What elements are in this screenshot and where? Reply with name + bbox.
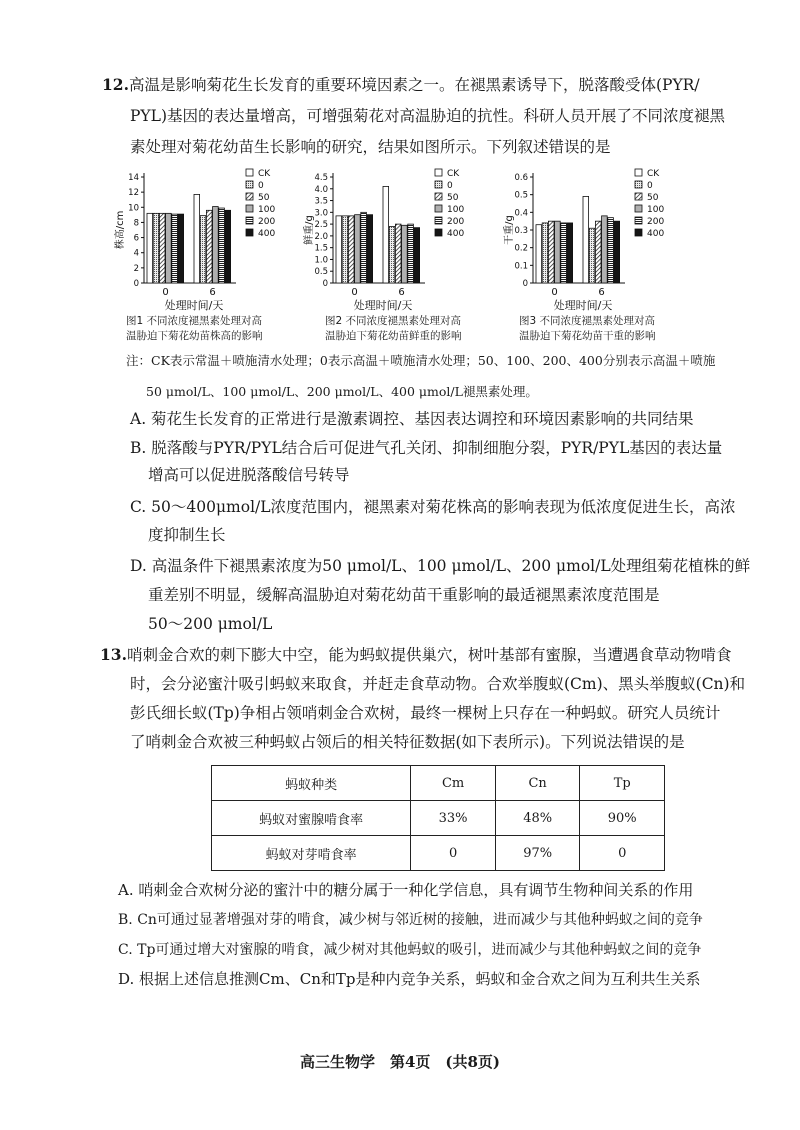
q12-option-d-2: 重差别不明显，缓解高温胁迫对菊花幼苗干重影响的最适褪黑素浓度范围是 — [148, 586, 660, 604]
chart3-caption: 图3 不同浓度褪黑素处理对高 温胁迫下菊花幼苗干重的影响 — [519, 315, 656, 342]
legend-swatch — [635, 205, 642, 212]
page-footer: 高三生物学 第4页 (共8页) — [299, 1053, 501, 1071]
y-tick-label: 1.0 — [314, 255, 328, 266]
table-row — [212, 801, 665, 836]
q13-option-b: B. Cn可通过显著增强对芽的啃食，减少树与邻近树的接触，进而减少与其他种蚂蚁之间的竞争 — [118, 912, 703, 928]
table-cell: 48% — [495, 801, 580, 836]
q12-option-b-2: 增高可以促进脱落酸信号转导 — [148, 466, 350, 484]
legend-label: CK — [258, 169, 271, 179]
bar-100 — [213, 207, 219, 283]
q13-line-1: 13.哨刺金合欢的刺下膨大中空，能为蚂蚁提供巢穴，树叶基部有蜜腺，当遭遇食草动物啃食 — [100, 645, 732, 664]
q12-option-d-1: D. 高温条件下褪黑素浓度为50 μmol/L、100 μmol/L、200 μmol/L处理组菊花植株的鲜 — [130, 557, 751, 575]
y-tick-label: 0.5 — [314, 267, 328, 278]
legend-swatch — [246, 205, 253, 212]
legend-label: 200 — [447, 217, 465, 227]
y-tick-label: 0.6 — [514, 173, 528, 183]
q12-option-d-3: 50～200 μmol/L — [148, 615, 273, 633]
x-tick-label: 0 — [551, 287, 558, 298]
legend-swatch — [435, 205, 442, 212]
table-cell: 蚂蚁对蜜腺啃食率 — [212, 801, 411, 836]
legend-swatch — [246, 169, 253, 176]
bar-CK — [194, 194, 200, 283]
q12-line-2: PYL)基因的表达量增高，可增强菊花对高温胁迫的抗性。科研人员开展了不同浓度褪黑 — [130, 107, 726, 125]
q13-option-a: A. 哨刺金合欢树分泌的蜜汁中的糖分属于一种化学信息，具有调节生物种间关系的作用 — [118, 881, 694, 899]
legend-label: 400 — [447, 229, 465, 239]
bar-CK — [536, 225, 542, 283]
legend-swatch — [435, 217, 442, 224]
bar-200 — [608, 218, 614, 283]
table-header: Tp — [580, 766, 665, 801]
legend-label: 100 — [447, 205, 465, 215]
bar-0 — [589, 228, 595, 283]
legend-label: 0 — [647, 181, 653, 191]
chart1-caption: 图1 不同浓度褪黑素处理对高 温胁迫下菊花幼苗株高的影响 — [126, 315, 263, 342]
bar-400 — [225, 210, 231, 283]
legend-label: 50 — [447, 193, 459, 203]
table-cell: 蚂蚁对芽啃食率 — [212, 836, 411, 871]
q12-line-3: 素处理对菊花幼苗生长影响的研究，结果如图所示。下列叙述错误的是 — [130, 138, 611, 156]
q12-option-c-1: C. 50～400μmol/L浓度范围内，褪黑素对菊花株高的影响表现为低浓度促进生长，高浓 — [130, 498, 736, 516]
bar-100 — [402, 225, 408, 283]
bar-200 — [172, 214, 178, 283]
x-tick-label: 6 — [398, 287, 405, 298]
legend-label: 100 — [647, 205, 665, 215]
legend-label: 0 — [447, 181, 453, 191]
chart-fresh-weight — [303, 165, 503, 315]
bar-50 — [206, 210, 212, 283]
legend-label: 200 — [258, 217, 276, 227]
legend-swatch — [246, 193, 253, 200]
bar-CK — [147, 213, 153, 283]
legend-label: 50 — [647, 193, 659, 203]
y-tick-label: 4.0 — [314, 184, 328, 195]
bar-100 — [355, 215, 361, 283]
y-tick-label: 3.0 — [314, 208, 328, 219]
legend-swatch — [435, 181, 442, 188]
q13-number: 13. — [100, 645, 127, 664]
q13-option-d: D. 根据上述信息推测Cm、Cn和Tp是种内竞争关系，蚂蚁和金合欢之间为互利共生关系 — [118, 970, 701, 988]
chart2-caption: 图2 不同浓度褪黑素处理对高 温胁迫下菊花幼苗鲜重的影响 — [325, 315, 462, 342]
table-cell: 33% — [411, 801, 496, 836]
q13-option-c: C. Tp可通过增大对蜜腺的啃食，减少树对其他蚂蚁的吸引，进而减少与其他种蚂蚁之间的竞争 — [118, 942, 702, 958]
legend-swatch — [635, 229, 642, 236]
x-axis-label: 处理时间/天 — [164, 299, 224, 312]
q12-option-c-2: 度抑制生长 — [148, 526, 226, 544]
table-cell: 0 — [411, 836, 496, 871]
bar-50 — [548, 221, 554, 283]
bar-100 — [166, 213, 172, 283]
y-tick-label: 0.3 — [514, 226, 528, 236]
table-cell: 97% — [495, 836, 580, 871]
y-tick-label: 8 — [133, 218, 139, 229]
bar-CK — [583, 196, 589, 283]
y-axis-label: 株高/cm — [115, 210, 126, 250]
legend-label: 400 — [258, 229, 276, 239]
bar-200 — [561, 223, 567, 283]
table-header: Cn — [495, 766, 580, 801]
legend-swatch — [635, 181, 642, 188]
legend-swatch — [246, 181, 253, 188]
y-tick-label: 0.2 — [514, 243, 528, 254]
bar-400 — [567, 223, 573, 283]
legend-label: 50 — [258, 193, 270, 203]
y-tick-label: 0.4 — [514, 208, 528, 219]
bar-0 — [342, 216, 348, 283]
bar-50 — [595, 221, 601, 283]
y-tick-label: 14 — [128, 173, 139, 183]
table-cell: 0 — [580, 836, 665, 871]
legend-swatch — [435, 229, 442, 236]
chart-dry-weight — [503, 165, 703, 315]
x-tick-label: 0 — [162, 287, 169, 298]
legend-label: 100 — [258, 205, 276, 215]
bar-200 — [219, 208, 225, 283]
y-tick-label: 1.5 — [314, 243, 328, 254]
bar-100 — [555, 221, 561, 283]
y-tick-label: 0.5 — [514, 190, 528, 201]
bar-50 — [159, 213, 165, 283]
legend-label: CK — [647, 169, 660, 179]
bar-400 — [367, 215, 373, 283]
x-axis-label: 处理时间/天 — [553, 299, 613, 312]
table-header-row — [212, 766, 665, 801]
chart-plant-height — [114, 165, 314, 315]
bar-50 — [348, 216, 354, 283]
bar-0 — [153, 213, 159, 283]
table-header: 蚂蚁种类 — [212, 766, 411, 801]
y-tick-label: 12 — [128, 188, 139, 199]
x-tick-label: 6 — [209, 287, 216, 298]
y-tick-label: 0 — [133, 279, 139, 289]
q13-line-4: 了哨刺金合欢被三种蚂蚁占领后的相关特征数据(如下表所示)。下列说法错误的是 — [130, 733, 685, 751]
bar-400 — [414, 228, 420, 283]
ant-table — [211, 765, 665, 871]
legend-swatch — [435, 169, 442, 176]
y-tick-label: 0.1 — [514, 261, 528, 272]
legend-label: 400 — [647, 229, 665, 239]
bar-0 — [542, 223, 548, 283]
y-axis-label: 干重/g — [504, 215, 515, 245]
table-header: Cm — [411, 766, 496, 801]
y-tick-label: 2.5 — [314, 220, 328, 231]
bar-400 — [178, 214, 184, 283]
y-tick-label: 4.5 — [314, 173, 328, 183]
bar-CK — [383, 186, 389, 283]
bar-50 — [395, 224, 401, 283]
q12-note-2: 50 μmol/L、100 μmol/L、200 μmol/L、400 μmol/L褪黑素处理。 — [146, 384, 538, 399]
y-tick-label: 10 — [128, 203, 139, 214]
x-axis-label: 处理时间/天 — [353, 299, 413, 312]
legend-swatch — [635, 169, 642, 176]
y-tick-label: 4 — [133, 248, 139, 259]
bar-0 — [389, 226, 395, 283]
bar-200 — [361, 212, 367, 283]
table-row — [212, 836, 665, 871]
q12-option-a: A. 菊花生长发育的正常进行是激素调控、基因表达调控和环境因素影响的共同结果 — [130, 410, 694, 428]
legend-swatch — [635, 217, 642, 224]
legend-swatch — [435, 193, 442, 200]
bar-0 — [200, 216, 206, 283]
q12-line-1: 12.高温是影响菊花生长发育的重要环境因素之一。在褪黑素诱导下，脱落酸受体(PYR/ — [102, 75, 700, 94]
q12-number: 12. — [102, 75, 129, 94]
legend-label: 200 — [647, 217, 665, 227]
legend-swatch — [246, 217, 253, 224]
x-tick-label: 6 — [598, 287, 605, 298]
y-tick-label: 3.5 — [314, 196, 328, 207]
y-axis-label: 鲜重/g — [304, 215, 315, 245]
bar-CK — [336, 216, 342, 283]
legend-swatch — [635, 193, 642, 200]
legend-swatch — [246, 229, 253, 236]
legend-label: 0 — [258, 181, 264, 191]
bar-100 — [602, 216, 608, 283]
bar-200 — [408, 224, 414, 283]
q12-option-b-1: B. 脱落酸与PYR/PYL结合后可促进气孔关闭、抑制细胞分裂，PYR/PYL基因的表达量 — [130, 439, 723, 457]
q13-line-3: 彭氏细长蚁(Tp)争相占领哨刺金合欢树，最终一棵树上只存在一种蚂蚁。研究人员统计 — [130, 704, 721, 722]
y-tick-label: 6 — [133, 233, 139, 244]
x-tick-label: 0 — [351, 287, 358, 298]
y-tick-label: 2 — [133, 263, 139, 274]
table-cell: 90% — [580, 801, 665, 836]
legend-label: CK — [447, 169, 460, 179]
q13-line-2: 时，会分泌蜜汁吸引蚂蚁来取食，并赶走食草动物。合欢举腹蚁(Cm)、黑头举腹蚁(Cn)和 — [130, 675, 746, 693]
q12-note-1: 注：CK表示常温＋喷施清水处理；0表示高温＋喷施清水处理；50、100、200、400分别表示高温＋喷施 — [126, 353, 716, 368]
bar-400 — [614, 221, 620, 283]
y-tick-label: 0 — [322, 279, 328, 289]
y-tick-label: 0 — [522, 279, 528, 289]
y-tick-label: 2.0 — [314, 231, 328, 242]
